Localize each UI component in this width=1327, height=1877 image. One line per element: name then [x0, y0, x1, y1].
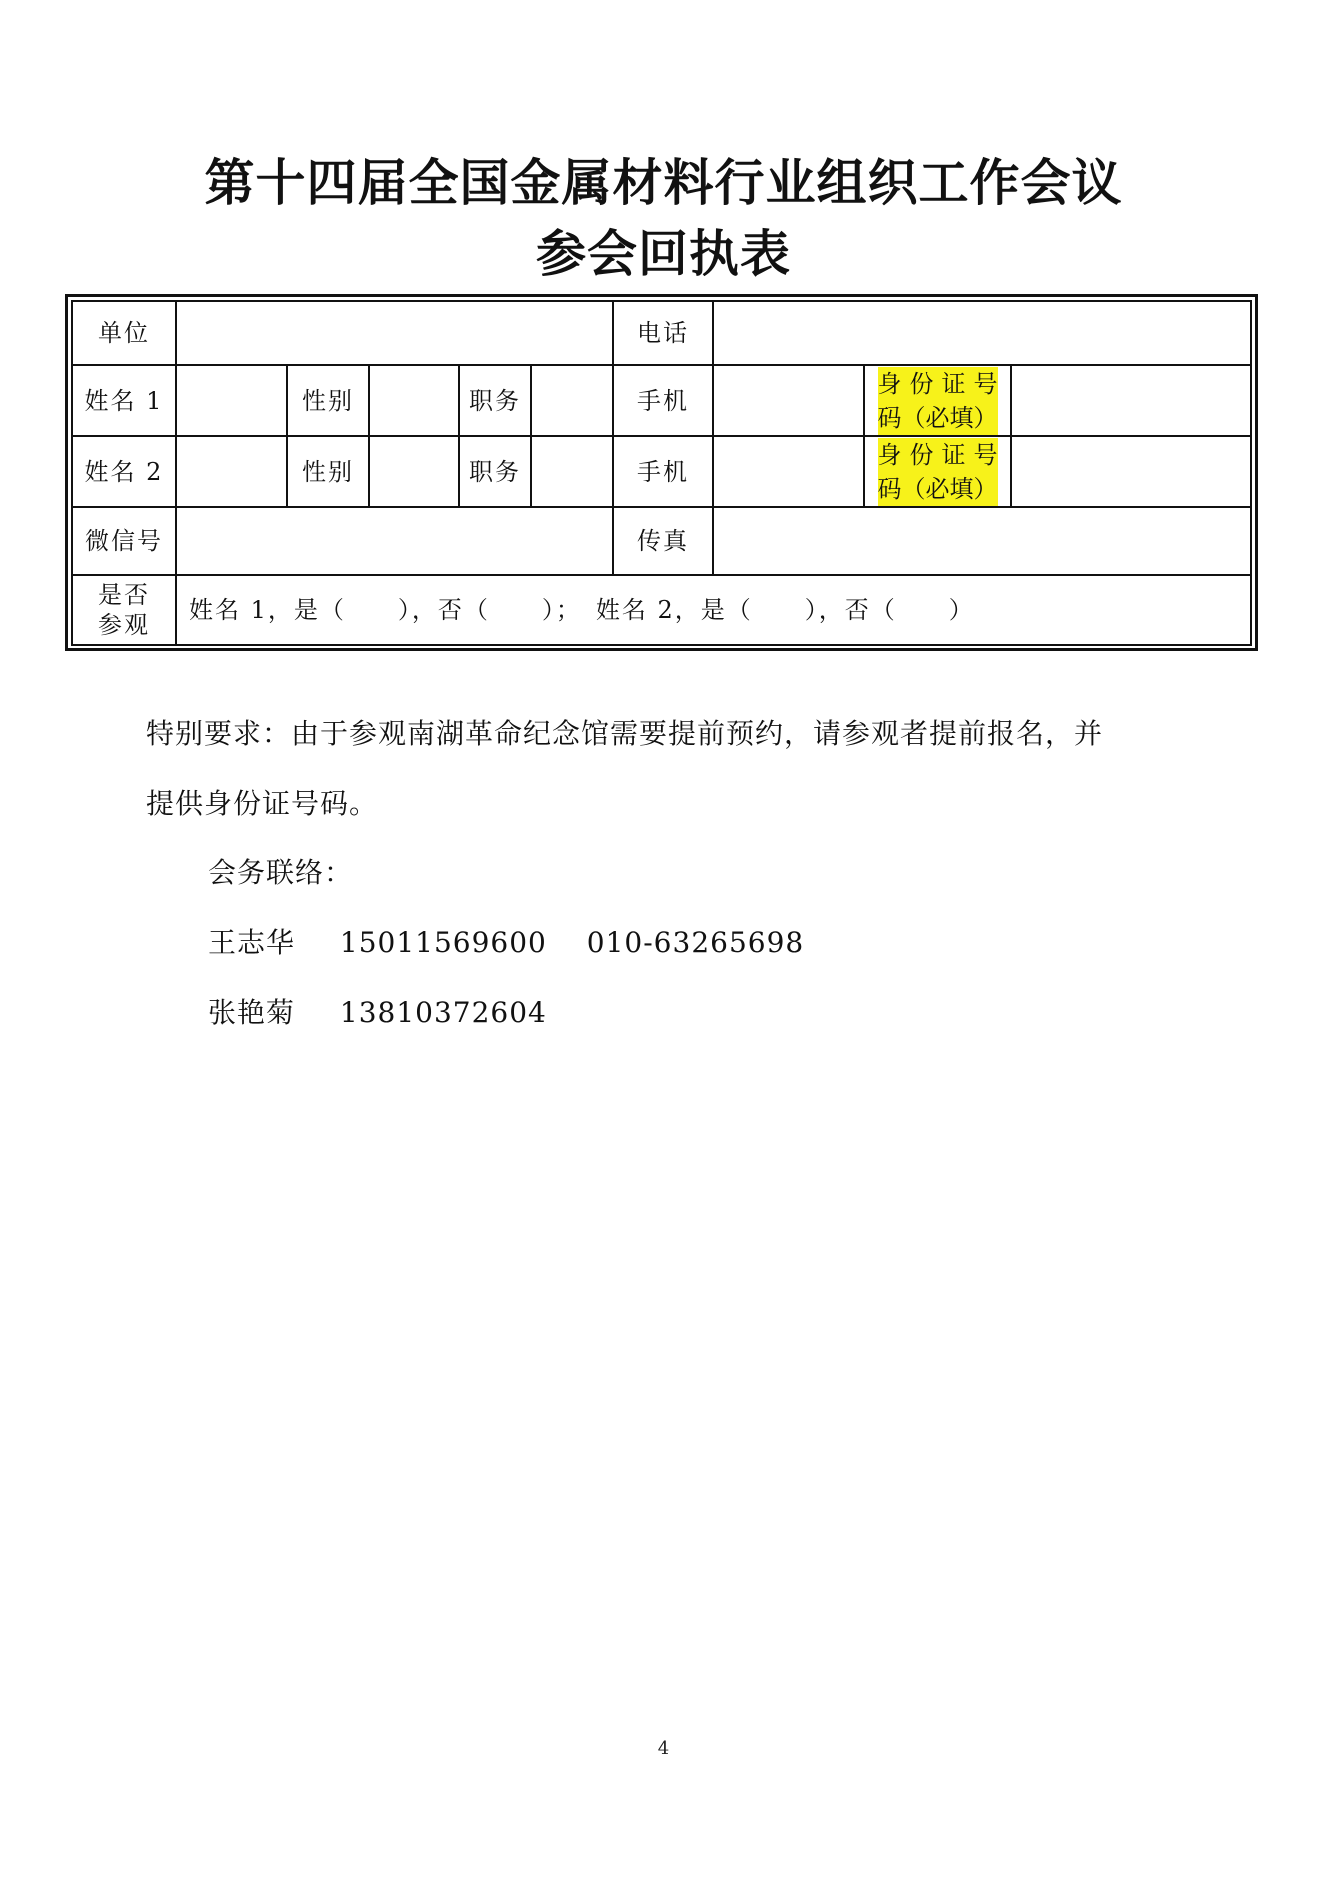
- contact-mobile: 13810372604: [339, 996, 547, 1029]
- document-title: 第十四届全国金属材料行业组织工作会议: [204, 154, 1123, 212]
- name1-label: 姓名 1: [72, 365, 176, 436]
- unit-label: 单位: [72, 301, 176, 365]
- position2-field[interactable]: [531, 436, 613, 507]
- table-row: [72, 575, 1251, 645]
- name1-field[interactable]: [176, 365, 287, 436]
- unit-field[interactable]: [176, 301, 613, 365]
- phone-label: 电话: [613, 301, 713, 365]
- gender2-field[interactable]: [370, 437, 459, 506]
- contact-heading: 会务联络：: [208, 856, 354, 889]
- contact-entry: [208, 991, 577, 1031]
- id2-field[interactable]: [1011, 436, 1251, 507]
- contact-name: 张艳菊: [208, 996, 296, 1029]
- registration-form: [65, 294, 1258, 651]
- position1-field[interactable]: [531, 365, 613, 436]
- id1-label-line2: 码（必填）: [877, 403, 998, 432]
- id2-label: [864, 436, 1011, 507]
- mobile1-field[interactable]: [713, 365, 864, 436]
- visit-label: [72, 575, 176, 645]
- registration-table: [71, 300, 1252, 646]
- visit-options-field[interactable]: 姓名 1，是（ ），否（ ）； 姓名 2，是（ ），否（ ）: [176, 575, 1251, 645]
- wechat-label: 微信号: [72, 507, 176, 575]
- wechat-field[interactable]: [176, 507, 613, 575]
- fax-field[interactable]: [713, 507, 1251, 575]
- id2-label-line2: 码（必填）: [877, 474, 998, 503]
- name2-label: 姓名 2: [72, 436, 176, 507]
- table-row: [72, 301, 1251, 365]
- gender2-label: 性别: [287, 436, 369, 507]
- position1-label: 职务: [469, 386, 521, 415]
- phone-field[interactable]: [713, 301, 1251, 365]
- id2-label-line1: 身份证号: [877, 440, 998, 469]
- mobile2-label: 手机: [613, 436, 713, 507]
- contact-name: 王志华: [208, 926, 296, 959]
- visit-label-line2: 参观: [98, 611, 150, 639]
- contact-landline: 010-63265698: [586, 926, 805, 959]
- id2-required-highlight: [878, 438, 998, 506]
- name2-field[interactable]: [176, 436, 287, 507]
- gender2-position-cell: [369, 436, 531, 507]
- id1-required-highlight: [878, 367, 998, 435]
- gender1-position-cell: [369, 365, 531, 436]
- id1-label-line1: 身份证号: [877, 369, 998, 398]
- document-subtitle: 参会回执表: [536, 225, 791, 283]
- fax-label: 传真: [613, 507, 713, 575]
- mobile2-field[interactable]: [713, 436, 864, 507]
- mobile1-label: 手机: [613, 365, 713, 436]
- special-requirement-line2: 提供身份证号码。: [146, 787, 379, 820]
- contact-entry: [208, 921, 834, 961]
- table-row: [72, 507, 1251, 575]
- page-number: 4: [657, 1738, 670, 1759]
- position2-label: 职务: [469, 457, 521, 486]
- gender1-field[interactable]: [370, 366, 459, 435]
- gender1-label: 性别: [287, 365, 369, 436]
- id1-label: [864, 365, 1011, 436]
- table-row: [72, 436, 1251, 507]
- table-row: [72, 365, 1251, 436]
- id1-field[interactable]: [1011, 365, 1251, 436]
- contact-mobile: 15011569600: [339, 926, 547, 959]
- special-requirement-line1: 特别要求：由于参观南湖革命纪念馆需要提前预约，请参观者提前报名，并: [146, 717, 1104, 750]
- visit-label-line1: 是否: [98, 581, 150, 609]
